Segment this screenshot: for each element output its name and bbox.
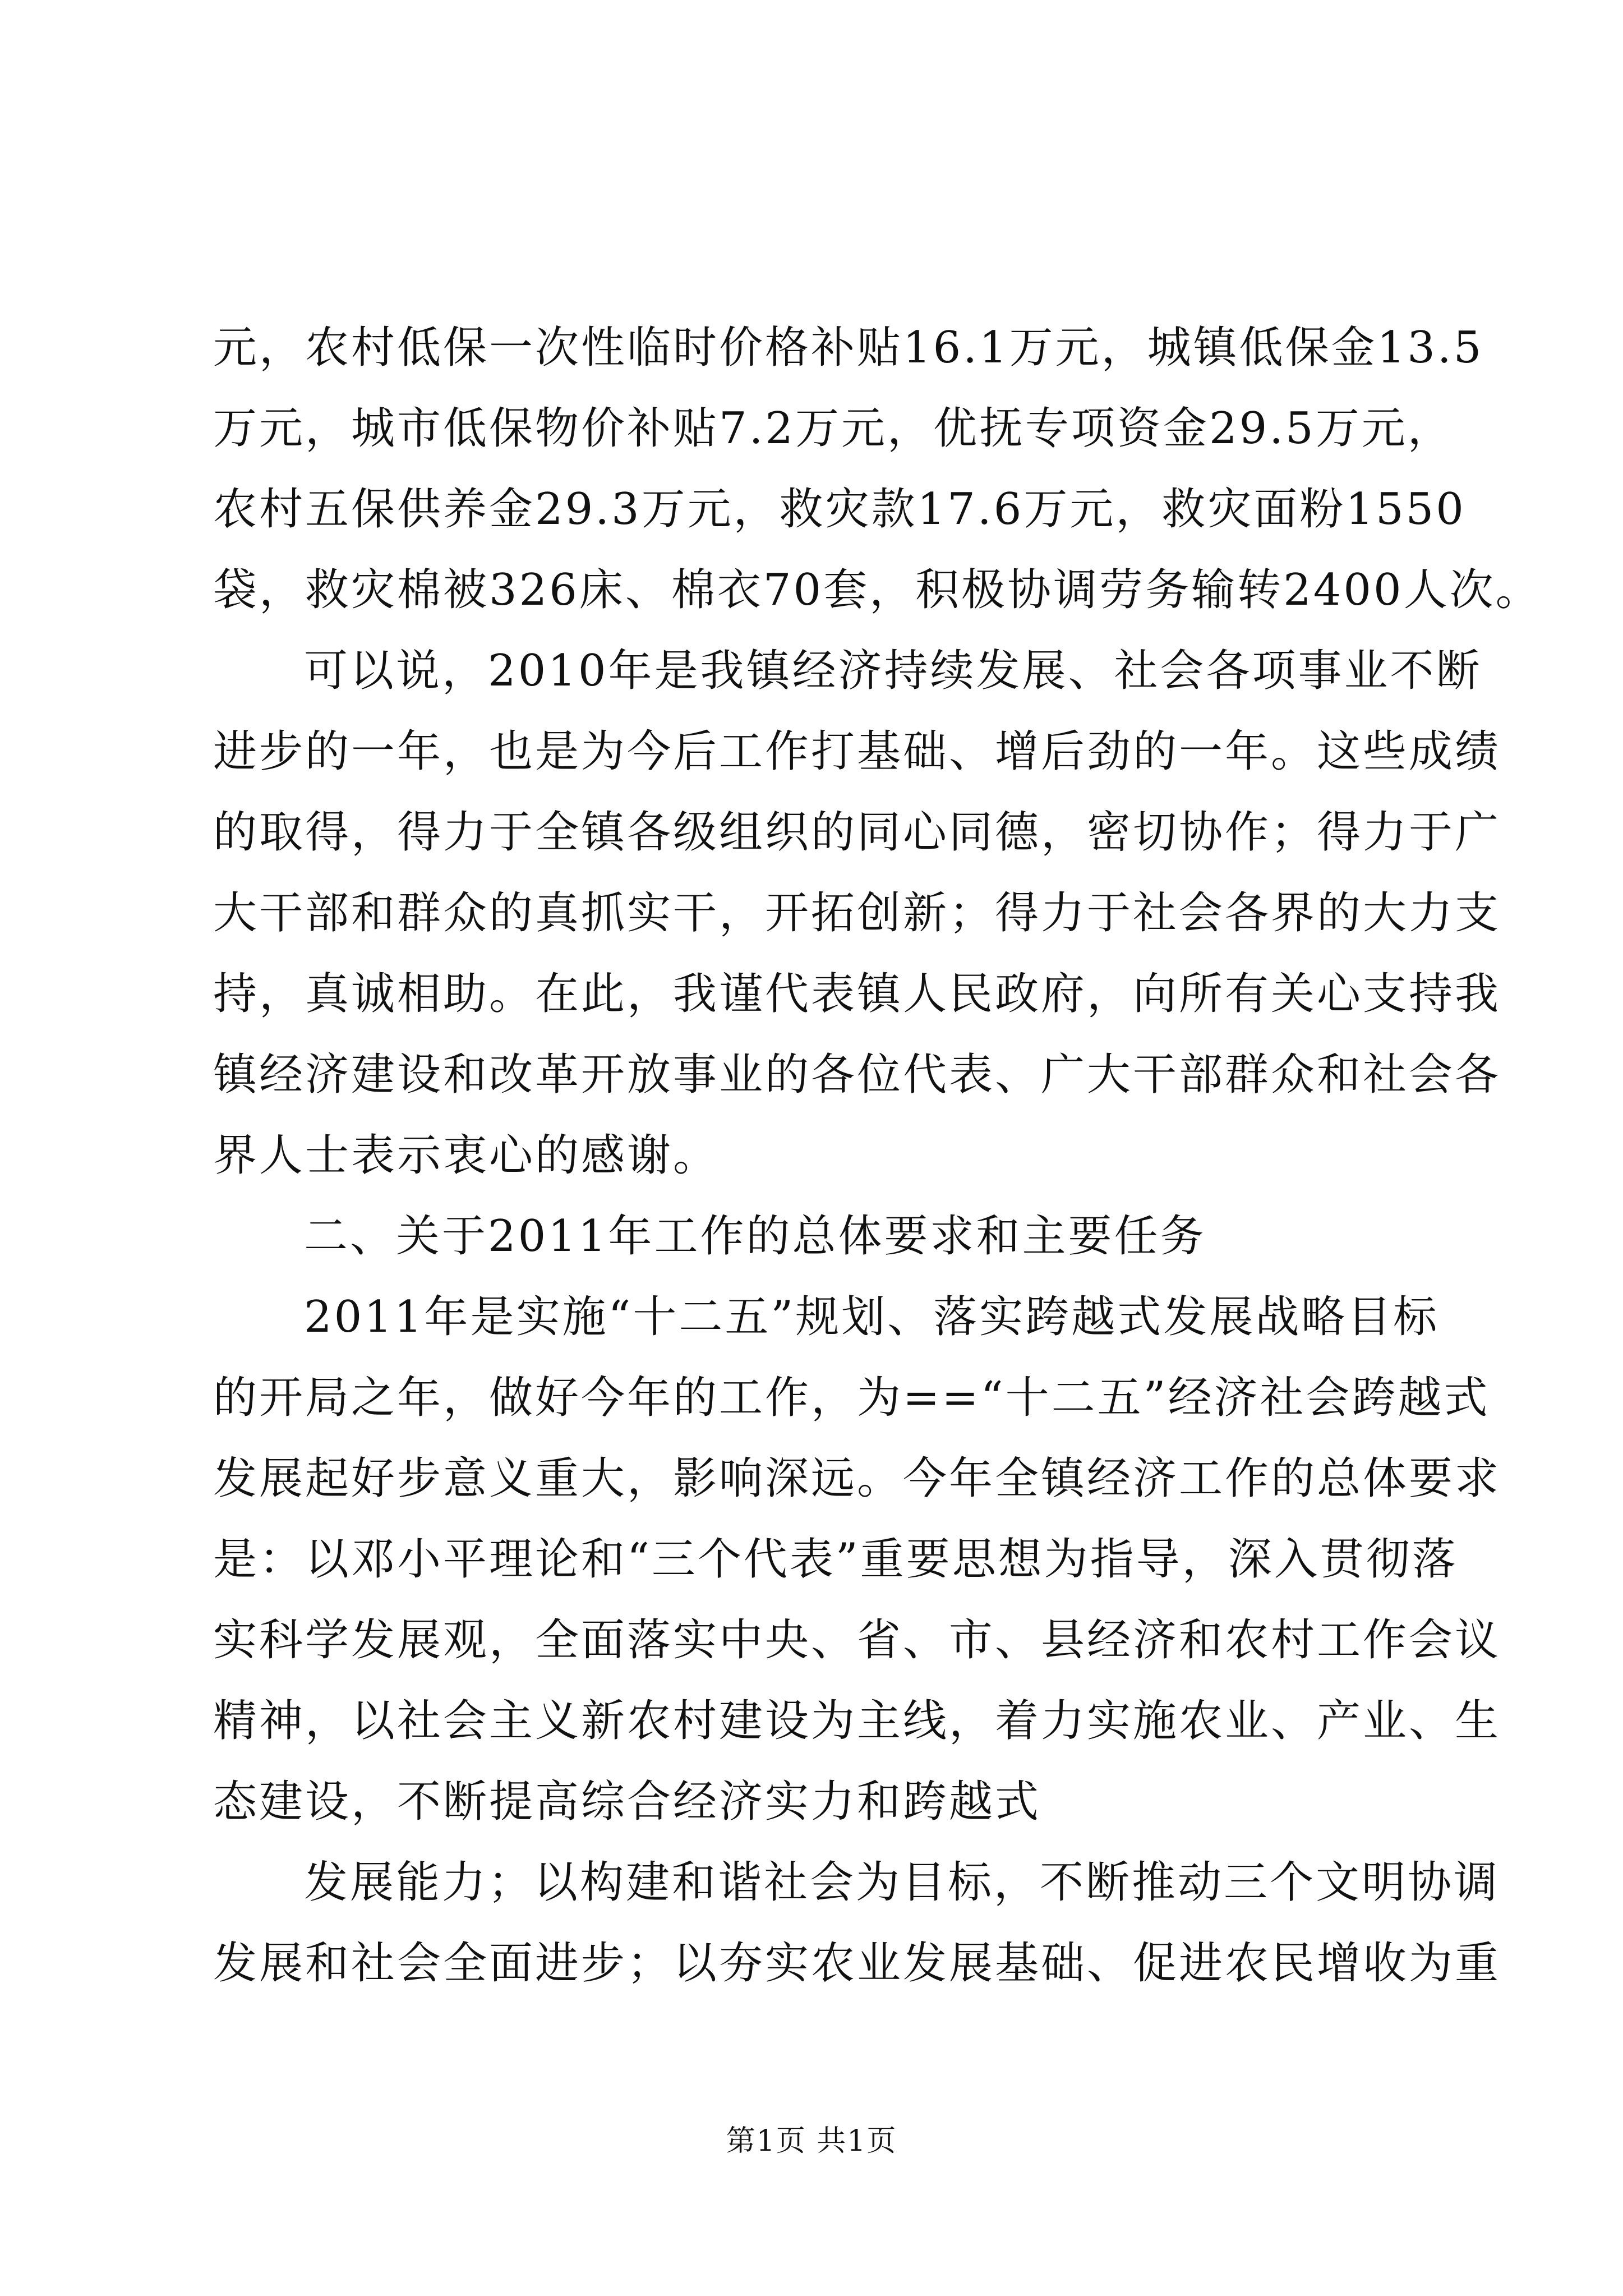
- body-line: 实科学发展观，全面落实中央、省、市、县经济和农村工作会议: [213, 1615, 1501, 1665]
- body-line: 发展起好步意义重大，影响深远。今年全镇经济工作的总体要求: [213, 1453, 1501, 1504]
- body-line: 的开局之年，做好今年的工作，为==“十二五”经济社会跨越式: [213, 1373, 1490, 1423]
- body-line: 是：以邓小平理论和“三个代表”重要思想为指导，深入贯彻落: [213, 1534, 1458, 1585]
- body-line: 元，农村低保一次性临时价格补贴16.1万元，城镇低保金13.5: [213, 323, 1484, 373]
- document-body: [213, 307, 1542, 2004]
- section-heading: 二、关于2011年工作的总体要求和主要任务: [304, 1211, 1206, 1262]
- body-line: 态建设，不断提高综合经济实力和跨越式: [213, 1777, 1041, 1827]
- body-line: 进步的一年，也是为今后工作打基础、增后劲的一年。这些成绩: [213, 726, 1501, 777]
- page-footer: 第1页 共1页: [726, 2124, 897, 2158]
- body-line: 的取得，得力于全镇各级组织的同心同德，密切协作；得力于广: [213, 807, 1501, 858]
- body-line: 发展和社会全面进步；以夯实农业发展基础、促进农民增收为重: [213, 1938, 1501, 1989]
- body-line: 镇经济建设和改革开放事业的各位代表、广大干部群众和社会各: [213, 1050, 1501, 1100]
- body-line-indented: 发展能力；以构建和谐社会为目标，不断推动三个文明协调: [304, 1857, 1500, 1908]
- body-line: 农村五保供养金29.3万元，救灾款17.6万元，救灾面粉1550: [213, 484, 1466, 535]
- body-line-indented: 可以说，2010年是我镇经济持续发展、社会各项事业不断: [304, 646, 1482, 696]
- body-line: 万元，城市低保物价补贴7.2万元，优抚专项资金29.5万元，: [213, 403, 1454, 454]
- body-line: 持，真诚相助。在此，我谨代表镇人民政府，向所有关心支持我: [213, 969, 1501, 1019]
- body-line: 界人士表示衷心的感谢。: [213, 1130, 720, 1181]
- body-line: 袋，救灾棉被326床、棉衣70套，积极协调劳务输转2400人次。: [213, 565, 1542, 615]
- body-line: 大干部和群众的真抓实干，开拓创新；得力于社会各界的大力支: [213, 888, 1501, 938]
- body-line-indented: 2011年是实施“十二五”规划、落实跨越式发展战略目标: [304, 1292, 1440, 1342]
- body-line: 精神，以社会主义新农村建设为主线，着力实施农业、产业、生: [213, 1696, 1501, 1746]
